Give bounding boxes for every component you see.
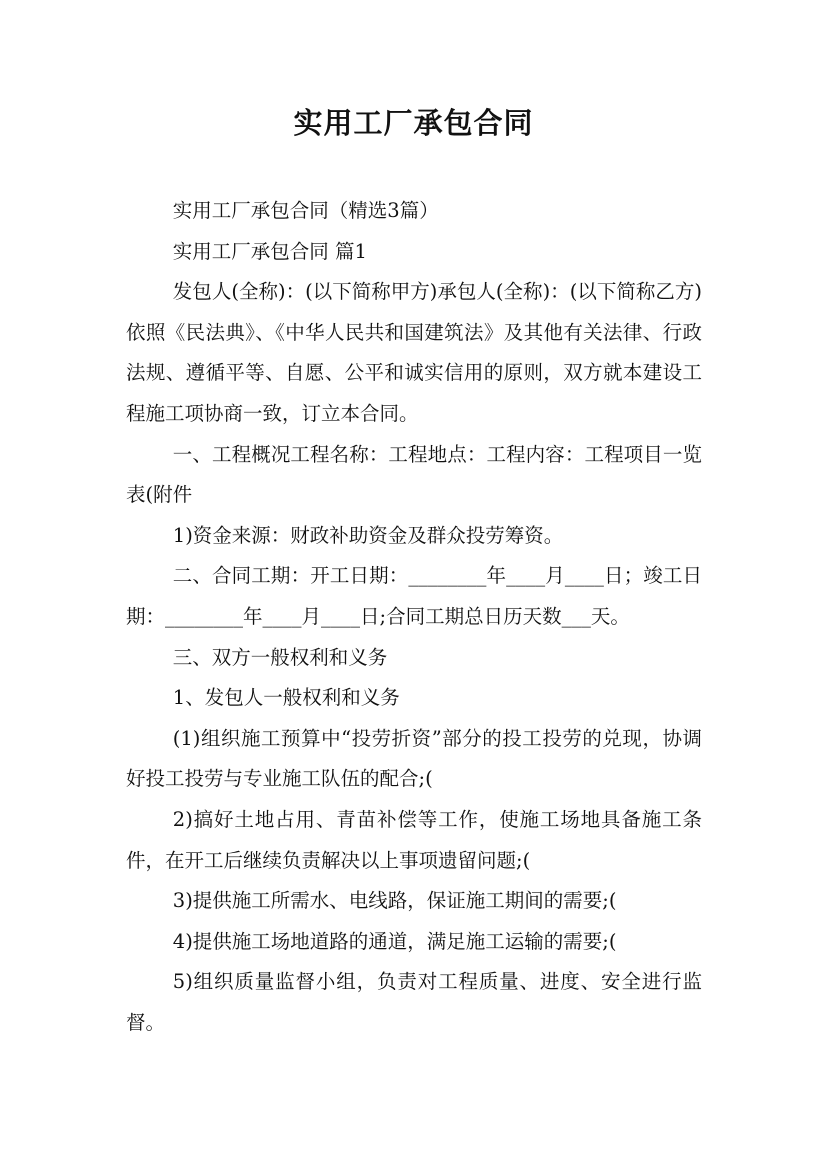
paragraph-parties: 发包人(全称)：(以下简称甲方)承包人(全称)：(以下简称乙方)依照《民法典》、《中华人民共和国建筑法》及其他有关法律、行政法规、遵循平等、自愿、公平和诚实信用的原则，双方就本建设工程施工项协商一致，订立本合同。 bbox=[126, 280, 702, 425]
paragraph-subtitle: 实用工厂承包合同（精选3篇） bbox=[172, 199, 439, 222]
paragraph-item-2: 2)搞好土地占用、青苗补偿等工作，使施工场地具备施工条件，在开工后继续负责解决以上事项遗留问题;( bbox=[126, 807, 702, 872]
paragraph-item-4: 4)提供施工场地道路的通道，满足施工运输的需要;( bbox=[172, 929, 617, 953]
document-body bbox=[126, 191, 702, 1043]
paragraph-item-3: 3)提供施工所需水、电线路，保证施工期间的需要;( bbox=[172, 889, 617, 913]
paragraph-employer-heading: 1、发包人一般权利和义务 bbox=[172, 686, 400, 710]
paragraph-contract-period: 二、合同工期：开工日期：________年____月____日；竣工日期：________年____月____日;合同工期总日历天数___天。 bbox=[126, 564, 702, 628]
paragraph-funding-source: 1)资金来源：财政补助资金及群众投劳筹资。 bbox=[172, 523, 564, 547]
paragraph-project-overview: 一、工程概况工程名称：工程地点：工程内容：工程项目一览表(附件 bbox=[126, 442, 702, 507]
paragraph-section-heading: 实用工厂承包合同 篇1 bbox=[172, 239, 367, 263]
paragraph-item-1: (1)组织施工预算中“投劳折资”部分的投工投劳的兑现，协调好投工投劳与专业施工队伍的配合;( bbox=[126, 726, 702, 791]
paragraph-rights-heading: 三、双方一般权利和义务 bbox=[172, 645, 388, 669]
paragraph-item-5: 5)组织质量监督小组，负责对工程质量、进度、安全进行监督。 bbox=[126, 970, 702, 1034]
document-title: 实用工厂承包合同 bbox=[293, 106, 534, 140]
